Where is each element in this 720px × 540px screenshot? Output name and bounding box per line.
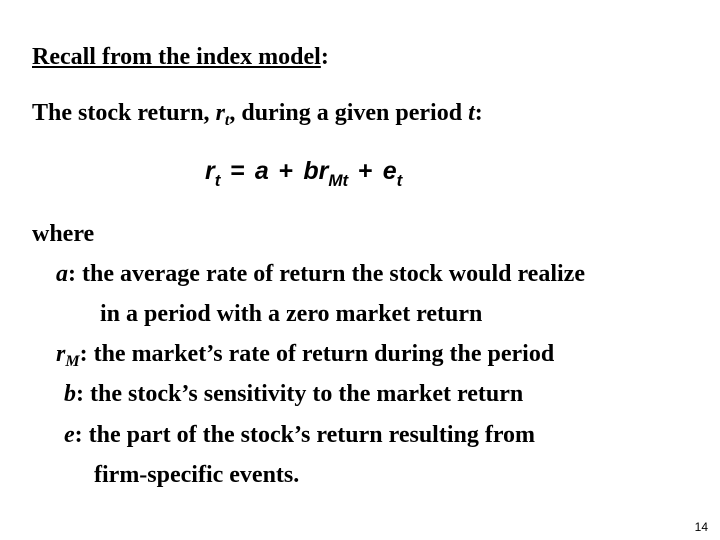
heading-underlined-text: Recall from the index model xyxy=(32,44,321,70)
definition-e xyxy=(64,420,535,450)
intro-end: : xyxy=(474,100,483,126)
definition-b xyxy=(64,379,523,409)
formula-r-sub: Mt xyxy=(328,171,349,190)
where-label: where xyxy=(32,221,95,247)
page-number: 14 xyxy=(694,520,708,534)
intro-period: t xyxy=(468,100,475,126)
definition-a-continuation: in a period with a zero market return xyxy=(100,301,483,327)
formula-a: a xyxy=(254,157,269,185)
formula-e-sub: t xyxy=(396,171,403,190)
definition-rm-text: : the market’s rate of return during the period xyxy=(79,341,555,367)
definition-rm-symbol: r xyxy=(56,341,66,367)
definition-a-symbol: a xyxy=(56,261,68,287)
index-model-formula xyxy=(205,156,403,190)
formula-lhs: r xyxy=(205,157,215,185)
formula-equals: = xyxy=(230,157,245,185)
formula-plus-2: + xyxy=(358,157,373,185)
definition-b-text: : the stock’s sensitivity to the market return xyxy=(76,381,524,407)
definition-rm-sub: M xyxy=(65,353,80,370)
intro-var-sub: t xyxy=(224,112,230,129)
formula-r: r xyxy=(318,157,329,185)
definition-b-symbol: b xyxy=(64,381,76,407)
definition-rm xyxy=(56,339,554,369)
definition-e-symbol: e xyxy=(64,422,75,448)
definition-e-continuation: firm-specific events. xyxy=(94,462,300,488)
heading-colon: : xyxy=(320,44,329,70)
formula-lhs-sub: t xyxy=(214,171,221,190)
heading xyxy=(32,42,329,72)
formula-e: e xyxy=(382,157,397,185)
formula-plus-1: + xyxy=(278,157,294,185)
intro-line xyxy=(32,98,483,128)
definition-a xyxy=(56,259,585,289)
intro-var: r xyxy=(215,100,225,126)
formula-b: b xyxy=(303,157,319,185)
intro-text-middle: , during a given period xyxy=(229,100,469,126)
definition-a-text: : the average rate of return the stock would realize xyxy=(68,261,585,287)
intro-text-before: The stock return, xyxy=(32,100,216,126)
definition-e-text: : the part of the stock’s return resulting from xyxy=(74,422,536,448)
